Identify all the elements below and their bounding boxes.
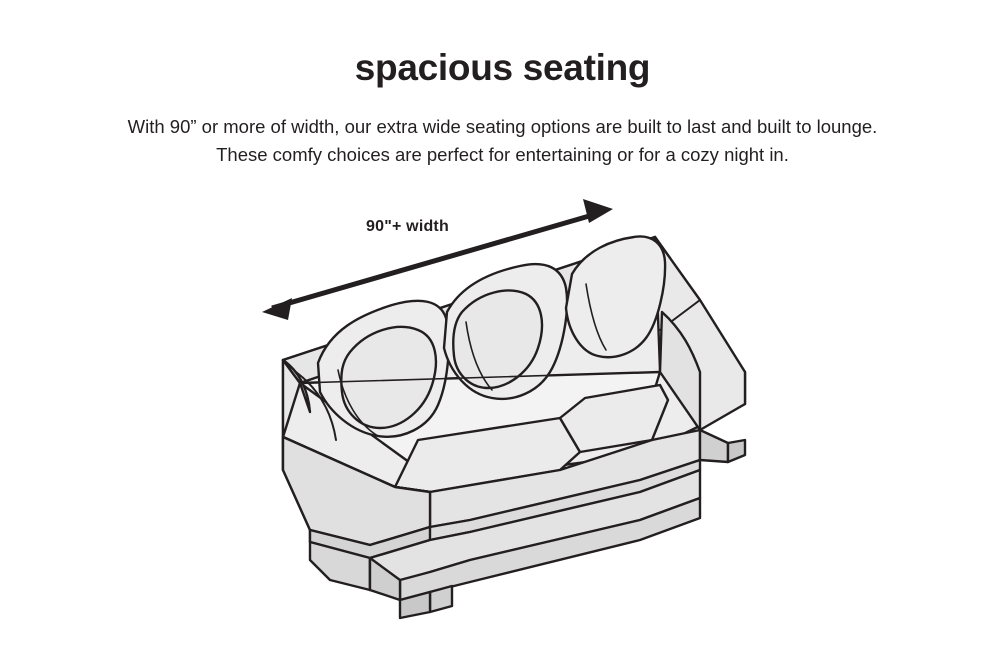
dimension-label: 90"+ width [366,218,449,235]
sofa-line-drawing [283,236,745,618]
subtitle-line-1: With 90” or more of width, our extra wide seating options are built to last and built to lounge. [127,116,878,137]
subtitle-line-2: These comfy choices are perfect for entertaining or for a cozy night in. [216,143,789,165]
page-title: spacious seating [354,47,651,88]
